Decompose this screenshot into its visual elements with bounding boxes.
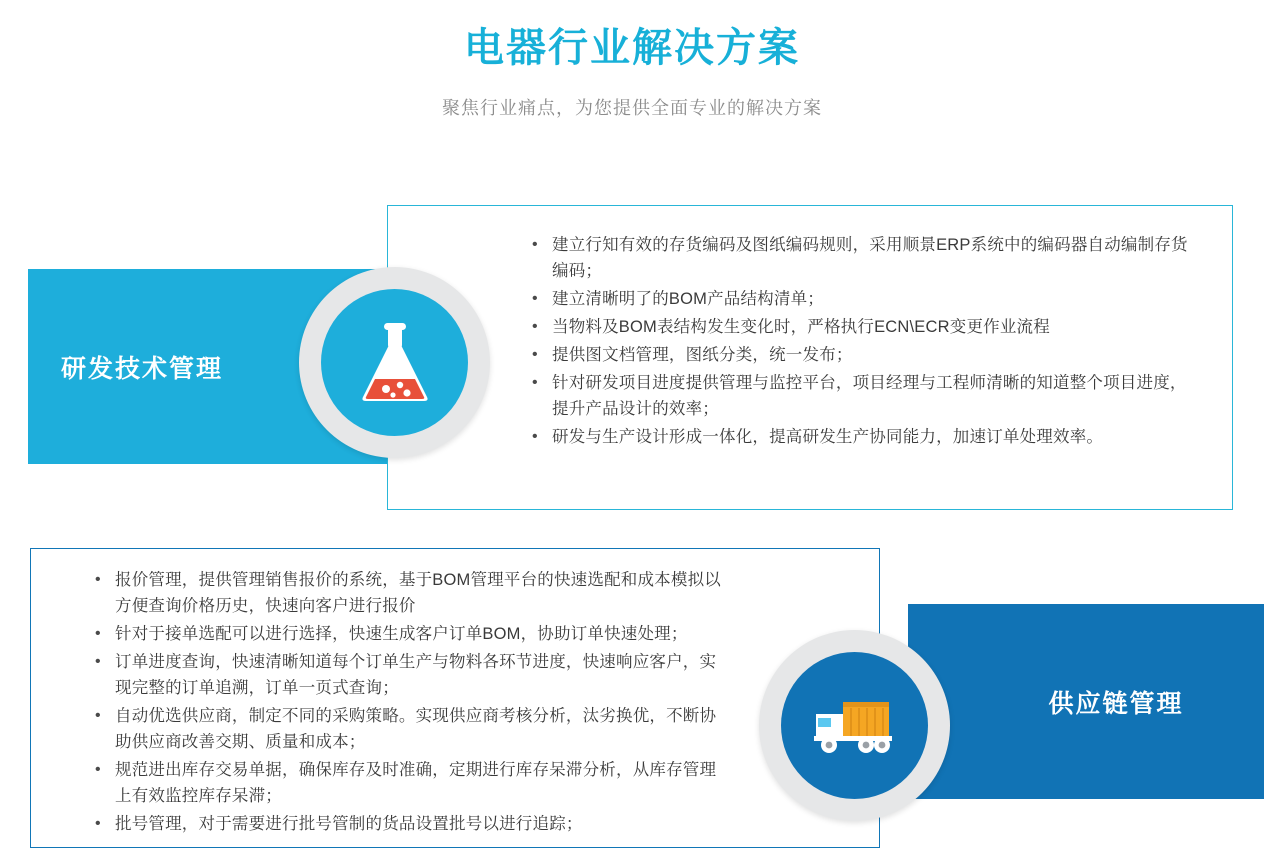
section1-text-box bbox=[387, 205, 1233, 510]
section1-icon-badge bbox=[299, 267, 490, 458]
section1-label: 研发技术管理 bbox=[61, 354, 224, 383]
page-subtitle: 聚焦行业痛点，为您提供全面专业的解决方案 bbox=[442, 98, 822, 118]
section-rd-technology bbox=[0, 205, 1264, 515]
section2-label-bar bbox=[908, 604, 1264, 799]
flask-icon bbox=[355, 321, 435, 405]
section2-bullet-list bbox=[31, 549, 879, 837]
list-item: • 针对研发项目进度提供管理与监控平台，项目经理与工程师清晰的知道整个项目进度，提升产品设计的效率； bbox=[530, 370, 1202, 422]
list-item: • 建立清晰明了的BOM产品结构清单； bbox=[530, 286, 1202, 312]
list-item: • 订单进度查询，快速清晰知道每个订单生产与物料各环节进度，快速响应客户，实现完整的订单追溯，订单一页式查询； bbox=[93, 649, 729, 701]
section1-icon-circle bbox=[321, 289, 468, 436]
list-item: • 当物料及BOM表结构发生变化时，严格执行ECN\ECR变更作业流程 bbox=[530, 314, 1202, 340]
list-item: • 研发与生产设计形成一体化，提高研发生产协同能力，加速订单处理效率。 bbox=[530, 424, 1202, 450]
section2-label: 供应链管理 bbox=[1048, 689, 1184, 718]
page-header bbox=[0, 0, 1264, 120]
list-item: • 自动优选供应商，制定不同的采购策略。实现供应商考核分析，汰劣换优，不断协助供应商改善交期、质量和成本； bbox=[93, 703, 729, 755]
section2-icon-circle bbox=[781, 652, 928, 799]
list-item: • 针对于接单选配可以进行选择，快速生成客户订单BOM，协助订单快速处理； bbox=[93, 621, 729, 647]
section-supply-chain bbox=[0, 548, 1264, 859]
section2-icon-badge bbox=[759, 630, 950, 821]
page-title: 电器行业解决方案 bbox=[464, 26, 800, 70]
list-item: • 提供图文档管理，图纸分类，统一发布； bbox=[530, 342, 1202, 368]
section1-bullet-list bbox=[388, 206, 1232, 450]
section2-text-box bbox=[30, 548, 880, 848]
list-item: • 批号管理，对于需要进行批号管制的货品设置批号以进行追踪； bbox=[93, 811, 729, 837]
list-item: • 规范进出库存交易单据，确保库存及时准确，定期进行库存呆滞分析，从库存管理上有效监控库存呆滞； bbox=[93, 757, 729, 809]
list-item: • 建立行知有效的存货编码及图纸编码规则，采用顺景ERP系统中的编码器自动编制存货编码； bbox=[530, 232, 1202, 284]
truck-icon bbox=[810, 694, 900, 758]
list-item: • 报价管理，提供管理销售报价的系统，基于BOM管理平台的快速选配和成本模拟以方便查询价格历史，快速向客户进行报价 bbox=[93, 567, 729, 619]
